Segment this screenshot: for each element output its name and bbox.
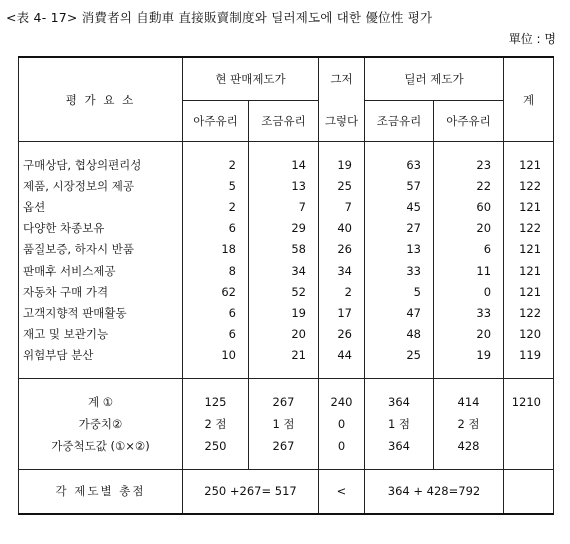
data-cell: 13 xyxy=(249,175,319,196)
data-cell: 52 xyxy=(249,281,319,302)
data-cell: 47 xyxy=(365,302,434,323)
data-cell: 122 xyxy=(504,175,554,196)
data-cell: 33 xyxy=(365,260,434,281)
data-cell: 60 xyxy=(434,196,504,217)
summary-cell: 267 xyxy=(249,391,319,413)
summary-cell: 414 xyxy=(434,391,504,413)
data-cell: 10 xyxy=(183,345,249,366)
summary-row xyxy=(19,413,554,435)
data-label: 제품, 시장정보의 제공 xyxy=(19,175,183,196)
summary-cell: 364 xyxy=(365,391,434,413)
data-cell: 121 xyxy=(504,239,554,260)
header-very-good-dealer: 아주유리 xyxy=(434,101,504,142)
data-cell: 25 xyxy=(319,175,365,196)
data-cell: 22 xyxy=(434,175,504,196)
data-cell: 6 xyxy=(183,302,249,323)
data-row xyxy=(19,302,554,323)
final-score-total-empty xyxy=(504,469,554,514)
data-cell: 26 xyxy=(319,324,365,345)
data-label: 구매상담, 협상의편리성 xyxy=(19,154,183,175)
summary-cell xyxy=(504,413,554,435)
data-cell: 121 xyxy=(504,154,554,175)
header-somewhat-good-dealer: 조금유리 xyxy=(365,101,434,142)
data-cell: 27 xyxy=(365,218,434,239)
summary-label: 가중치② xyxy=(19,413,183,435)
header-same-bottom: 그렇다 xyxy=(319,101,365,142)
data-cell: 19 xyxy=(434,345,504,366)
summary-cell: 0 xyxy=(319,413,365,435)
data-cell: 6 xyxy=(183,324,249,345)
data-cell: 20 xyxy=(434,324,504,345)
data-cell: 2 xyxy=(319,281,365,302)
data-cell: 13 xyxy=(365,239,434,260)
data-row xyxy=(19,218,554,239)
data-label: 위험부담 분산 xyxy=(19,345,183,366)
data-cell: 21 xyxy=(249,345,319,366)
summary-label: 가중척도값 (①×②) xyxy=(19,435,183,457)
data-row xyxy=(19,281,554,302)
data-cell: 121 xyxy=(504,281,554,302)
data-cell: 44 xyxy=(319,345,365,366)
data-label: 품질보증, 하자시 반품 xyxy=(19,239,183,260)
data-cell: 121 xyxy=(504,260,554,281)
final-score-current: 250 +267= 517 xyxy=(183,469,319,514)
table-title: <表 4- 17> 消費者의 自動車 直接販賣制度와 딜러제도에 대한 優位性 평가 xyxy=(6,10,433,25)
header-total: 계 xyxy=(504,57,554,142)
data-cell: 34 xyxy=(249,260,319,281)
summary-cell: 1 점 xyxy=(249,413,319,435)
final-score-label: 각 제도별 총점 xyxy=(19,469,183,514)
data-label: 다양한 차종보유 xyxy=(19,218,183,239)
data-row xyxy=(19,196,554,217)
data-cell: 48 xyxy=(365,324,434,345)
data-label: 자동차 구매 가격 xyxy=(19,281,183,302)
data-cell: 6 xyxy=(434,239,504,260)
data-cell: 7 xyxy=(249,196,319,217)
data-cell: 33 xyxy=(434,302,504,323)
summary-cell: 2 점 xyxy=(434,413,504,435)
evaluation-table xyxy=(18,56,554,515)
data-cell: 121 xyxy=(504,196,554,217)
data-cell: 7 xyxy=(319,196,365,217)
data-cell: 120 xyxy=(504,324,554,345)
data-cell: 11 xyxy=(434,260,504,281)
header-eval-items: 평 가 요 소 xyxy=(19,57,183,142)
summary-cell: 0 xyxy=(319,435,365,457)
data-row xyxy=(19,260,554,281)
data-row xyxy=(19,324,554,345)
summary-cell: 364 xyxy=(365,435,434,457)
data-cell: 5 xyxy=(365,281,434,302)
data-cell: 17 xyxy=(319,302,365,323)
summary-row xyxy=(19,435,554,457)
data-cell: 8 xyxy=(183,260,249,281)
summary-cell: 267 xyxy=(249,435,319,457)
data-cell: 122 xyxy=(504,302,554,323)
data-label: 옵션 xyxy=(19,196,183,217)
header-current-system: 현 판매제도가 xyxy=(183,57,319,101)
data-row xyxy=(19,175,554,196)
data-cell: 34 xyxy=(319,260,365,281)
data-cell: 2 xyxy=(183,154,249,175)
header-dealer-system: 딜러 제도가 xyxy=(365,57,504,101)
data-cell: 122 xyxy=(504,218,554,239)
summary-row xyxy=(19,391,554,413)
data-cell: 18 xyxy=(183,239,249,260)
summary-cell: 428 xyxy=(434,435,504,457)
summary-label: 계 ① xyxy=(19,391,183,413)
data-cell: 29 xyxy=(249,218,319,239)
data-cell: 26 xyxy=(319,239,365,260)
data-row xyxy=(19,239,554,260)
data-row xyxy=(19,154,554,175)
data-cell: 0 xyxy=(434,281,504,302)
data-cell: 58 xyxy=(249,239,319,260)
data-cell: 20 xyxy=(434,218,504,239)
data-label: 판매후 서비스제공 xyxy=(19,260,183,281)
data-cell: 20 xyxy=(249,324,319,345)
summary-cell: 125 xyxy=(183,391,249,413)
unit-label: 單位 : 명 xyxy=(508,32,556,46)
data-cell: 23 xyxy=(434,154,504,175)
data-cell: 14 xyxy=(249,154,319,175)
summary-cell: 2 점 xyxy=(183,413,249,435)
header-very-good-current: 아주유리 xyxy=(183,101,249,142)
summary-cell: 250 xyxy=(183,435,249,457)
data-cell: 119 xyxy=(504,345,554,366)
data-row xyxy=(19,345,554,366)
summary-cell: 240 xyxy=(319,391,365,413)
data-cell: 40 xyxy=(319,218,365,239)
data-cell: 19 xyxy=(249,302,319,323)
data-cell: 25 xyxy=(365,345,434,366)
final-score-compare: < xyxy=(319,469,365,514)
summary-cell: 1210 xyxy=(504,391,554,413)
header-same-top: 그저 xyxy=(319,57,365,101)
data-cell: 6 xyxy=(183,218,249,239)
data-label: 재고 및 보관기능 xyxy=(19,324,183,345)
data-cell: 2 xyxy=(183,196,249,217)
data-cell: 57 xyxy=(365,175,434,196)
data-cell: 19 xyxy=(319,154,365,175)
data-cell: 63 xyxy=(365,154,434,175)
summary-cell xyxy=(504,435,554,457)
data-cell: 5 xyxy=(183,175,249,196)
data-cell: 62 xyxy=(183,281,249,302)
header-somewhat-good-current: 조금유리 xyxy=(249,101,319,142)
data-label: 고객지향적 판매활동 xyxy=(19,302,183,323)
final-score-dealer: 364 + 428=792 xyxy=(365,469,504,514)
summary-cell: 1 점 xyxy=(365,413,434,435)
data-cell: 45 xyxy=(365,196,434,217)
